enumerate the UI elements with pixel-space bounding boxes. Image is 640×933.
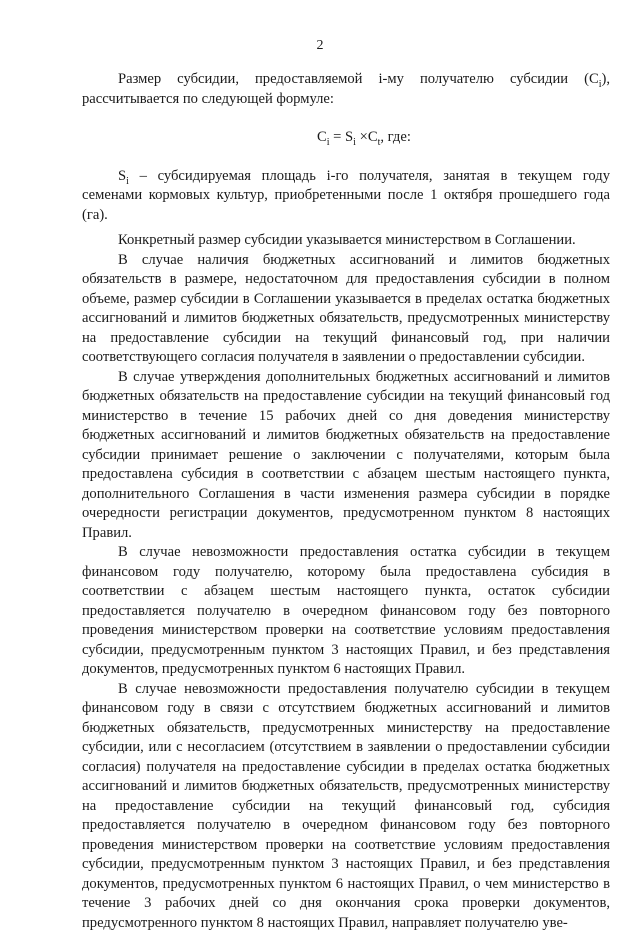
subscript: i <box>353 137 356 148</box>
formula <box>82 128 610 148</box>
paragraph: Конкретный размер субсидии указывается министерством в Соглашении. <box>82 231 610 251</box>
subscript: i <box>126 175 129 186</box>
subscript: i <box>327 137 330 148</box>
paragraph: В случае утверждения дополнительных бюджетных ассигнований и лимитов бюджетных обязательств на предоставление субсидии на текущий финансовый год министерство в течение 15 рабочих дней со дня доведения министерству бюджетных ассигнований и лимитов бюджетных обязательств на предоставление субсидии принимает решение о заключении с получателями, которым была предоставлена субсидия в соответствии с абзацем шестым настоящего пункта, дополнительного Соглашения в части изменения размера субсидии в порядке очередности регистрации документов, предусмотренном пунктом 8 настоящих Правил. <box>82 368 610 544</box>
page-number: 2 <box>0 38 640 54</box>
paragraph-text: S <box>118 168 126 184</box>
paragraph-formula-intro <box>82 70 610 109</box>
paragraph-definition <box>82 167 610 226</box>
paragraph-text: – субсидируемая площадь i-го получателя, занятая в текущем году семенами кормовых культур, приобретенными после 1 октября прошедшего года (га). <box>82 168 610 223</box>
subscript: i <box>599 79 602 90</box>
paragraph: В случае наличия бюджетных ассигнований и лимитов бюджетных обязательств в размере, недостаточном для предоставления субсидии в полном объеме, размер субсидии в Соглашении указывается в пределах остатка бюджетных ассигнований и лимитов бюджетных обязательств, предусмотренных министерству на предоставление субсидии на текущий финансовый год, при наличии соответствующего согласия получателя в заявлении о предоставлении субсидии. <box>82 251 610 368</box>
formula-part: = S <box>330 129 354 145</box>
paragraph-text: Размер субсидии, предоставляемой i-му получателю субсидии (C <box>118 71 599 87</box>
formula-part: ×C <box>356 129 378 145</box>
document-body <box>82 70 610 933</box>
subscript: t <box>378 137 381 148</box>
paragraph: В случае невозможности предоставления остатка субсидии в текущем финансовом году получателю, которому была предоставлена субсидия в соответствии с абзацем шестым настоящего пункта, остаток субсидии предоставляется получателю в очередном финансовом году без повторного проведения министерством проверки на соответствие условиям предоставления субсидии, предусмотренным пунктом 3 настоящих Правил, и без представления документов, предусмотренных пунктом 6 настоящих Правил. <box>82 543 610 680</box>
paragraph-text: ), рассчитывается по следующей формуле: <box>82 71 610 107</box>
formula-part: C <box>317 129 327 145</box>
paragraph: В случае невозможности предоставления получателю субсидии в текущем финансовом году в связи с отсутствием бюджетных ассигнований и лимитов бюджетных обязательств, предусмотренных министерству на предоставление субсидии, или с несогласием (отсутствием в заявлении о предоставлении субсидии согласия) получателя на предоставление субсидии в пределах остатка бюджетных ассигнований и лимитов бюджетных обязательств, предусмотренных министерству на предоставление субсидии на текущий финансовый год, субсидия предоставляется получателю в очередном финансовом году без повторного проведения министерством проверки на соответствие условиям предоставления субсидии, предусмотренным пунктом 3 настоящих Правил, и без представления документов, предусмотренных пунктом 6 настоящих Правил, о чем министерство в течение 3 рабочих дней со дня окончания срока проверки документов, предусмотренного пунктом 8 настоящих Правил, направляет получателю уве- <box>82 680 610 933</box>
formula-part: , где: <box>380 129 411 145</box>
